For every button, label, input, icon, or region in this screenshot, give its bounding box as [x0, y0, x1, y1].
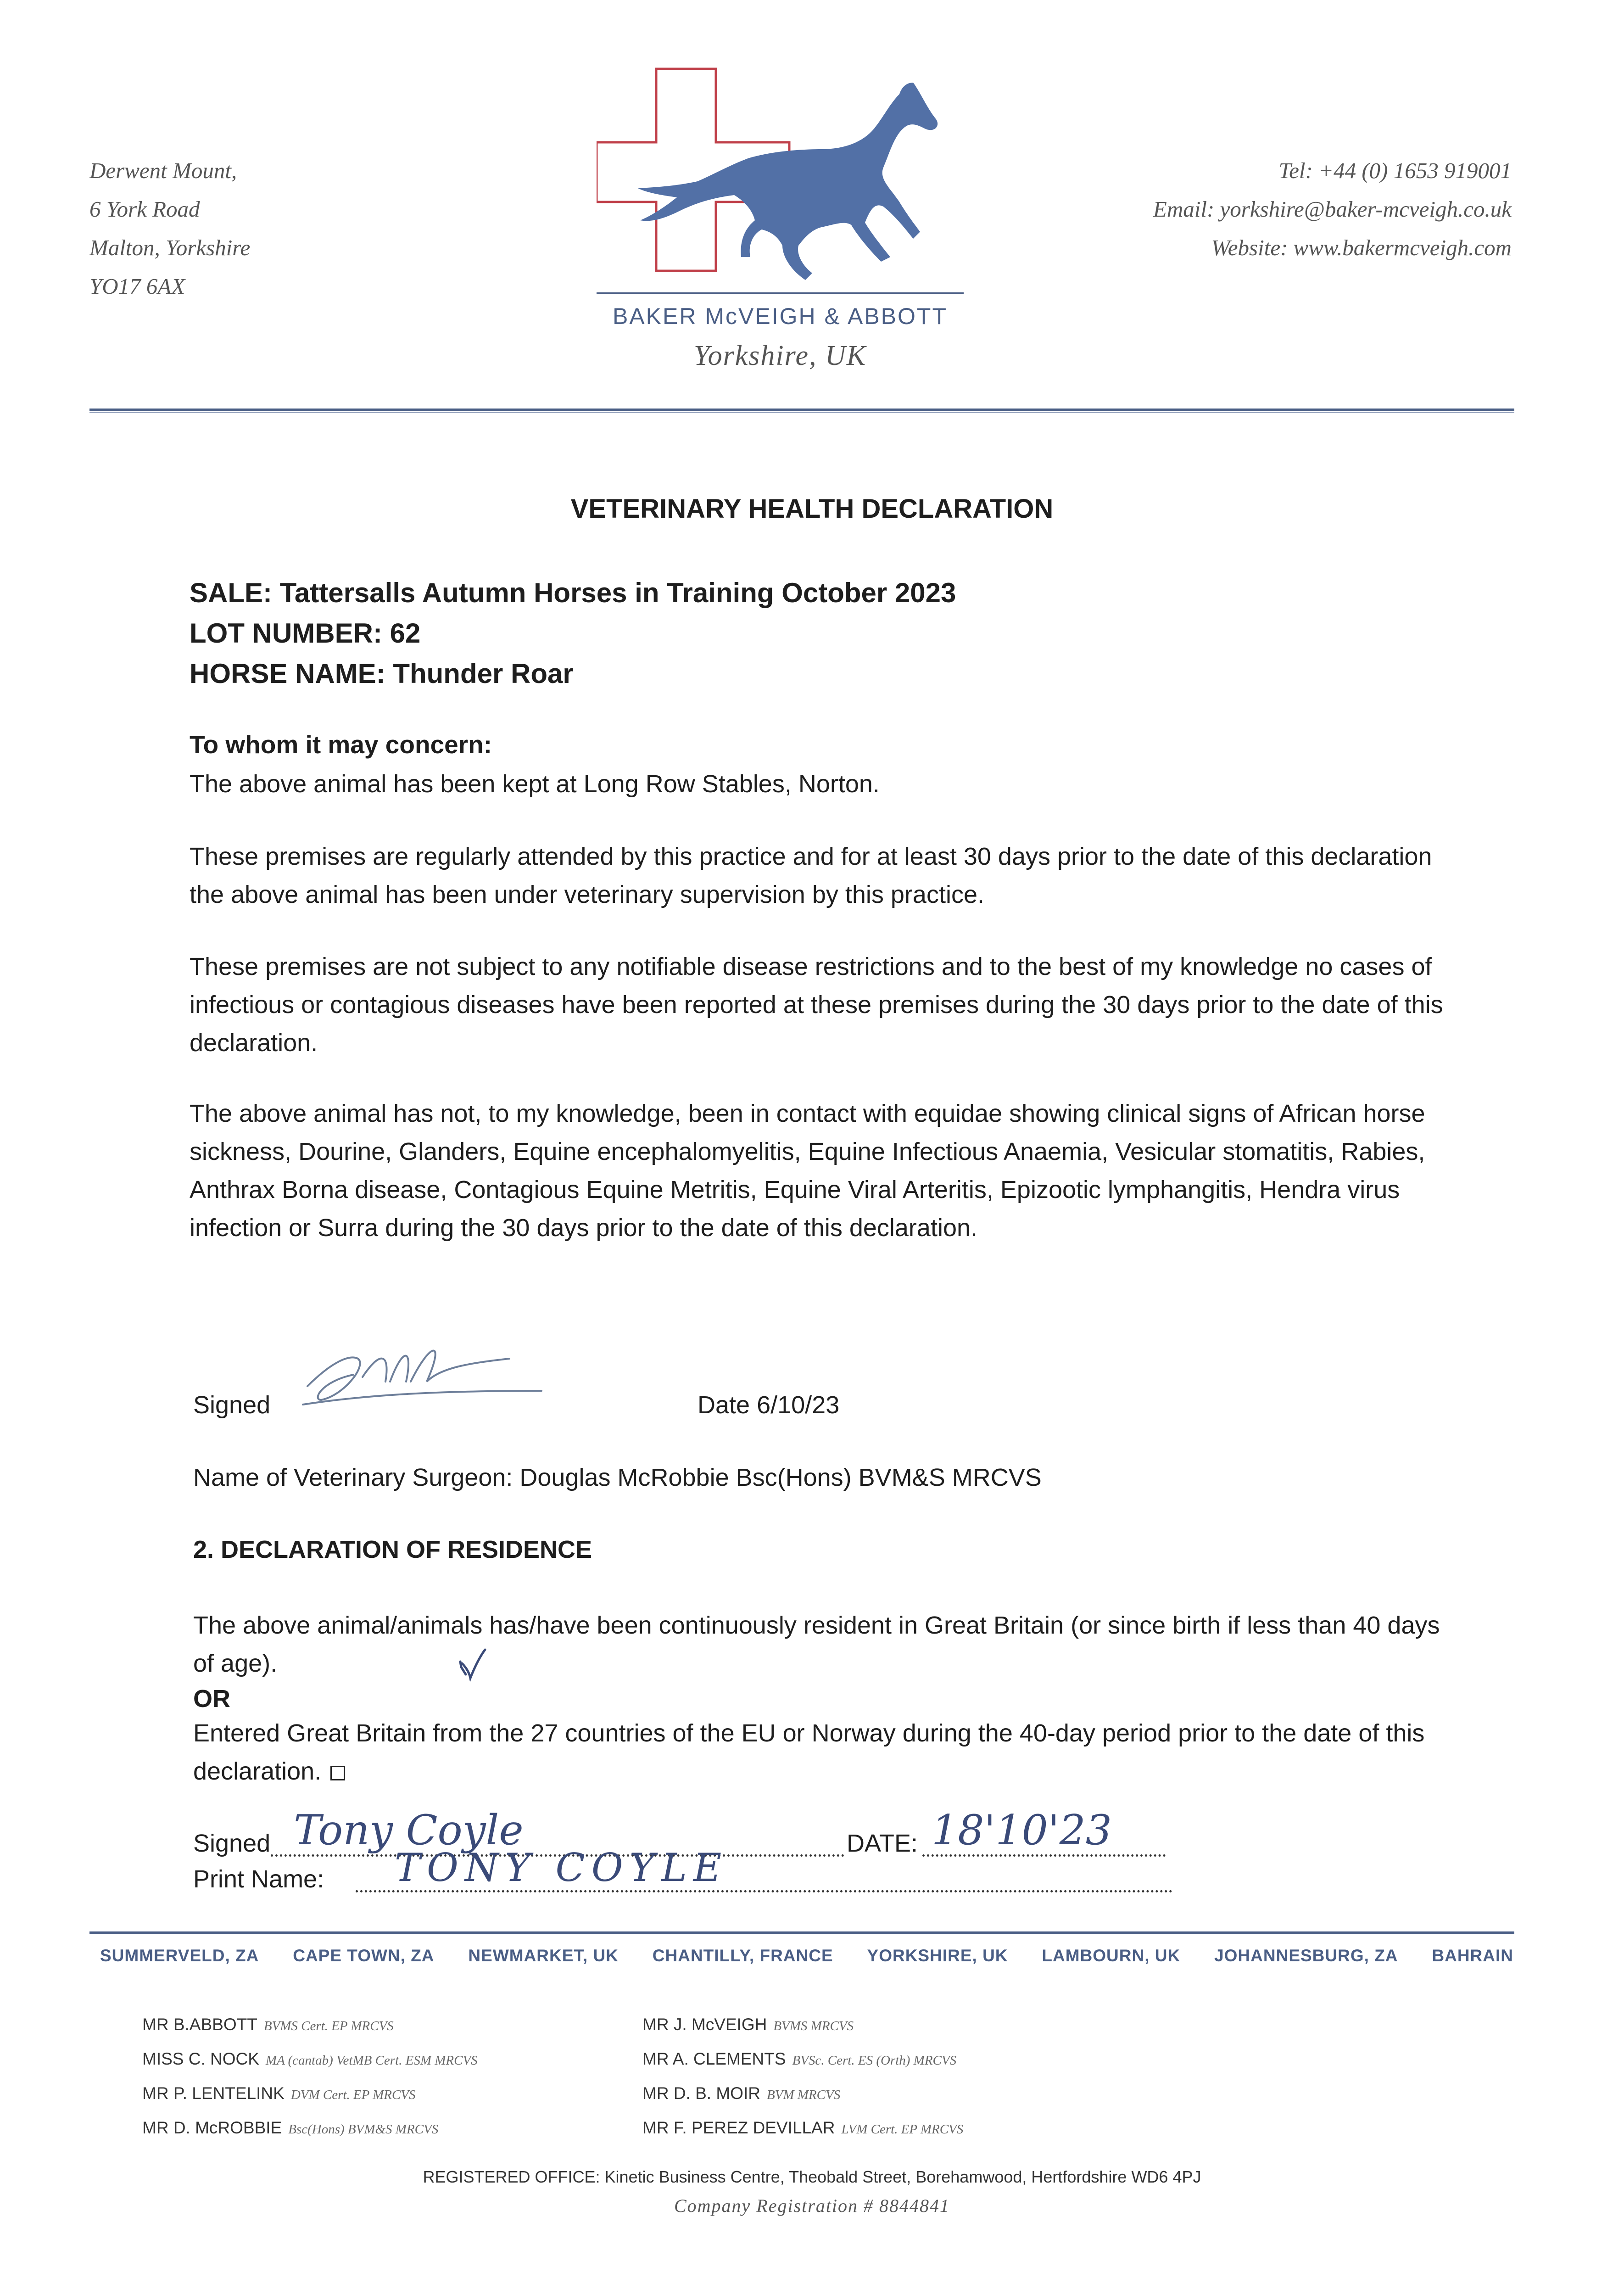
- staff-name: MR F. PEREZ DEVILLAR: [642, 2118, 835, 2137]
- contact-website: Website: www.bakermcveigh.com: [1211, 235, 1512, 260]
- residence-option-gb-text: The above animal/animals has/have been continuously resident in Great Britain (or since birth if less than 40 days of age).: [193, 1612, 1440, 1677]
- header-divider-shadow: [89, 412, 1514, 413]
- owner-print-label: Print Name:: [193, 1865, 324, 1893]
- staff-quals: BVM MRCVS: [766, 2088, 841, 2102]
- owner-date-label: DATE:: [847, 1830, 918, 1857]
- residence-heading: 2. DECLARATION OF RESIDENCE: [193, 1536, 592, 1563]
- address-line: Malton, Yorkshire: [89, 235, 251, 260]
- check-mark-icon: [457, 1648, 489, 1685]
- staff-item: [142, 2008, 478, 2043]
- staff-quals: DVM Cert. EP MRCVS: [290, 2088, 416, 2102]
- owner-signed-label: Signed: [193, 1830, 271, 1857]
- company-registration: Company Registration # 8844841: [674, 2195, 950, 2216]
- staff-quals: BVMS MRCVS: [773, 2019, 854, 2033]
- location-item: SUMMERVELD, ZA: [100, 1946, 259, 1965]
- staff-name: MR D. McROBBIE: [142, 2118, 282, 2137]
- office-locations: [100, 1946, 1513, 1965]
- vet-signed-date: Date 6/10/23: [698, 1391, 840, 1419]
- vet-signature: [294, 1331, 551, 1414]
- location-item: YORKSHIRE, UK: [867, 1946, 1008, 1965]
- staff-quals: BVMS Cert. EP MRCVS: [263, 2019, 394, 2033]
- paragraph-contact-diseases: The above animal has not, to my knowledge, been in contact with equidae showing clinical signs of African horse sickness, Dourine, Glanders, Equine encephalomyelitis, Equine Infectious Anaemia, Vesicular stomatitis, Rabies, Anthrax Borna disease, Contagious Equine Metritis, Equine Viral Arteritis, Epizootic lymphangitis, Hendra virus infection or Surra during the 30 days prior to the date of this declaration.: [190, 1100, 1425, 1242]
- practice-logo: [597, 64, 964, 303]
- staff-item: [142, 2043, 478, 2077]
- owner-date-value: 18'10'23: [932, 1806, 1112, 1854]
- staff-list-left: [142, 2008, 478, 2146]
- address-line: 6 York Road: [89, 196, 200, 222]
- staff-item: [642, 2077, 963, 2111]
- paragraph-restrictions: These premises are not subject to any notifiable disease restrictions and to the best of my knowledge no cases of infectious or contagious diseases have been reported at these premises during the 30 days prior to the date of this declaration.: [190, 953, 1443, 1057]
- location-item: CHANTILLY, FRANCE: [652, 1946, 833, 1965]
- owner-signature: Tony Coyle: [294, 1806, 524, 1854]
- sale-info: [190, 573, 956, 694]
- salutation: To whom it may concern:: [190, 730, 492, 759]
- sale-name: SALE: Tattersalls Autumn Horses in Training October 2023: [190, 577, 956, 608]
- location-item: LAMBOURN, UK: [1042, 1946, 1181, 1965]
- staff-item: [642, 2008, 963, 2043]
- owner-date-line: [922, 1854, 1166, 1857]
- lot-number: LOT NUMBER: 62: [190, 618, 421, 649]
- vet-signed-label: Signed: [193, 1391, 271, 1419]
- contact-email: Email: yorkshire@baker-mcveigh.co.uk: [1153, 196, 1512, 222]
- address-line: YO17 6AX: [89, 274, 185, 299]
- address-line: Derwent Mount,: [89, 158, 237, 183]
- footer-divider: [89, 1931, 1514, 1934]
- staff-quals: LVM Cert. EP MRCVS: [841, 2122, 964, 2137]
- practice-address: [89, 151, 250, 306]
- owner-print-name: TONY COYLE: [395, 1845, 728, 1890]
- owner-print-line: [356, 1890, 1172, 1892]
- horse-name: HORSE NAME: Thunder Roar: [190, 658, 574, 689]
- practice-contact: [1153, 151, 1512, 267]
- header-divider: [89, 409, 1514, 411]
- staff-item: [642, 2043, 963, 2077]
- residence-eu-checkbox[interactable]: [330, 1766, 345, 1780]
- residence-or: OR: [193, 1685, 230, 1713]
- staff-name: MR B.ABBOTT: [142, 2015, 257, 2034]
- staff-quals: Bsc(Hons) BVM&S MRCVS: [288, 2122, 439, 2137]
- vet-surgeon-name: Name of Veterinary Surgeon: Douglas McRobbie Bsc(Hons) BVM&S MRCVS: [193, 1464, 1042, 1491]
- brand-location: Yorkshire, UK: [693, 340, 867, 371]
- staff-name: MR A. CLEMENTS: [642, 2049, 786, 2068]
- paragraph-supervision: These premises are regularly attended by this practice and for at least 30 days prior to the date of this declaration the above animal has been under veterinary supervision by this practice.: [190, 843, 1432, 908]
- document-title: VETERINARY HEALTH DECLARATION: [570, 494, 1054, 524]
- location-item: NEWMARKET, UK: [468, 1946, 619, 1965]
- staff-name: MR D. B. MOIR: [642, 2084, 760, 2103]
- brand-name: BAKER McVEIGH & ABBOTT: [612, 303, 948, 329]
- contact-tel: Tel: +44 (0) 1653 919001: [1278, 158, 1512, 183]
- staff-quals: MA (cantab) VetMB Cert. ESM MRCVS: [265, 2053, 478, 2068]
- staff-item: [142, 2077, 478, 2111]
- staff-item: [642, 2111, 963, 2146]
- location-item: CAPE TOWN, ZA: [293, 1946, 435, 1965]
- galloping-horse-icon: [638, 83, 938, 280]
- location-item: BAHRAIN: [1432, 1946, 1513, 1965]
- staff-name: MR P. LENTELINK: [142, 2084, 285, 2103]
- staff-list-right: [642, 2008, 963, 2146]
- location-item: JOHANNESBURG, ZA: [1214, 1946, 1398, 1965]
- registered-office: REGISTERED OFFICE: Kinetic Business Centre, Theobald Street, Borehamwood, Hertfordshire WD6 4PJ: [423, 2167, 1201, 2186]
- staff-quals: BVSc. Cert. ES (Orth) MRCVS: [792, 2053, 957, 2068]
- residence-option-eu: [193, 1714, 1460, 1791]
- staff-name: MISS C. NOCK: [142, 2049, 259, 2068]
- logo-underline: [597, 292, 964, 294]
- staff-name: MR J. McVEIGH: [642, 2015, 767, 2034]
- residence-option-gb: [193, 1606, 1460, 1683]
- paragraph-premises: The above animal has been kept at Long Row Stables, Norton.: [190, 770, 880, 798]
- residence-option-eu-text: Entered Great Britain from the 27 countries of the EU or Norway during the 40-day period prior to the date of this declaration.: [193, 1719, 1425, 1785]
- staff-item: [142, 2111, 478, 2146]
